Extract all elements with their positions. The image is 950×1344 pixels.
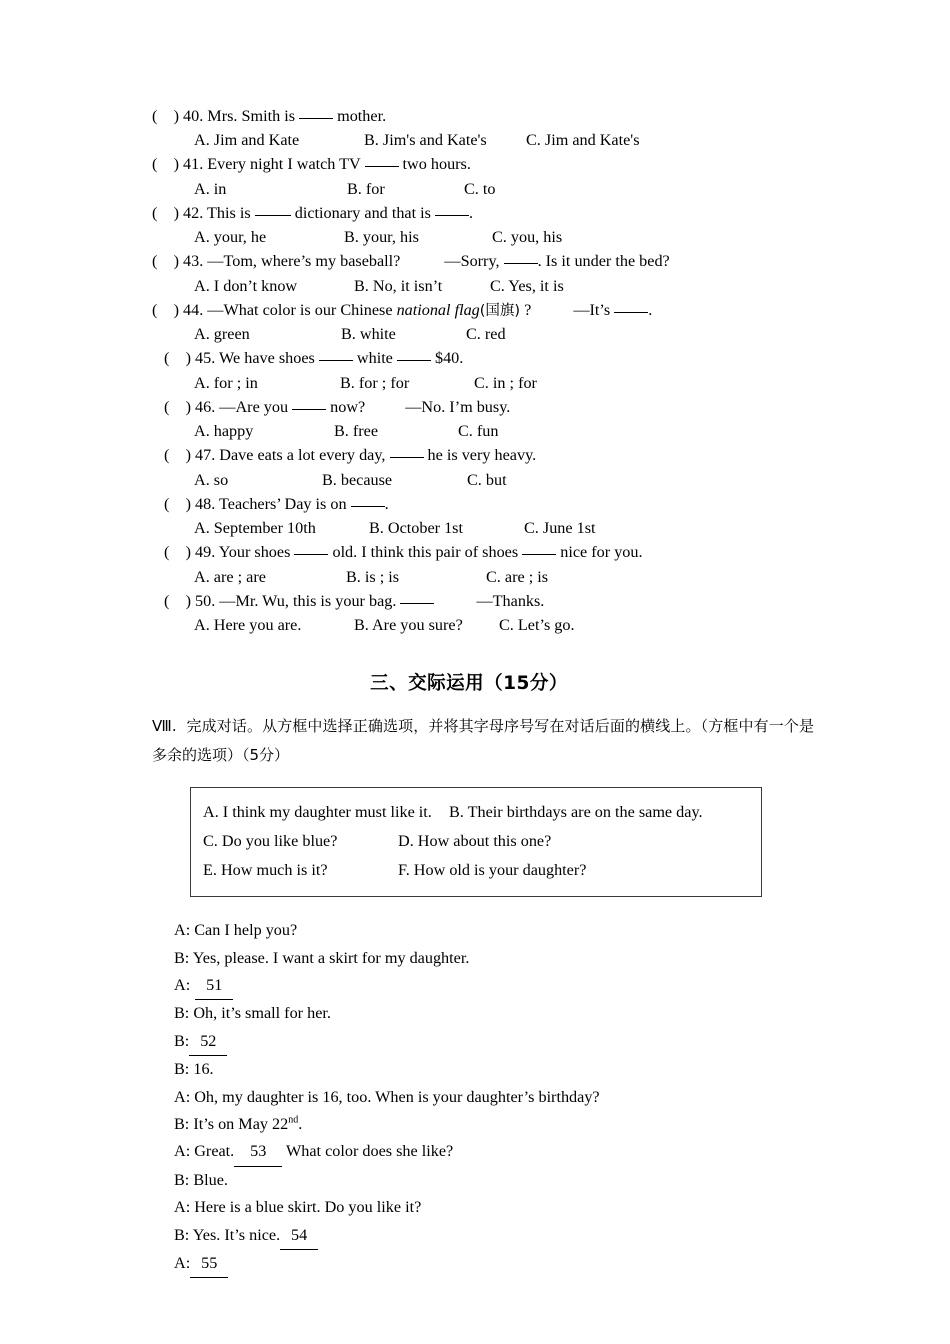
option-c[interactable]: C. you, his (492, 228, 563, 247)
box-option-e[interactable]: E. How much is it? (203, 860, 328, 879)
option-row (152, 326, 810, 350)
dialogue-line (174, 1028, 810, 1056)
option-a[interactable]: A. Jim and Kate (194, 131, 300, 150)
question-40 (152, 108, 810, 156)
dialogue-line (174, 1194, 810, 1221)
stem-question-mark: ? (520, 300, 532, 319)
option-a[interactable]: A. September 10th (194, 519, 316, 538)
dialogue-line (174, 1138, 810, 1166)
option-c[interactable]: C. but (467, 470, 507, 489)
answer-blank-2 (397, 360, 431, 361)
speaker-label: B: (174, 1225, 190, 1244)
question-stem (152, 253, 810, 277)
stem-text-mid: old. I think this pair of shoes (328, 543, 523, 562)
stem-text-end: he is very heavy. (423, 446, 537, 465)
option-a[interactable]: A. I don’t know (194, 276, 298, 295)
answer-bracket[interactable]: ( ) (152, 107, 184, 125)
line-text: Yes. It’s nice. (189, 1225, 281, 1244)
option-b[interactable]: B. your, his (344, 228, 419, 247)
option-box-wrapper (152, 787, 810, 897)
speaker-label: A: (174, 1253, 191, 1272)
speaker-label: B: (174, 1060, 190, 1079)
box-option-f[interactable]: F. How old is your daughter? (398, 860, 587, 879)
option-b[interactable]: B. free (334, 422, 379, 441)
question-42 (152, 205, 810, 253)
option-b[interactable]: B. No, it isn’t (354, 276, 443, 295)
question-44 (152, 302, 810, 350)
speaker-label: B: (174, 1114, 190, 1133)
question-number: 41. (183, 155, 204, 174)
line-text: Yes, please. I want a skirt for my daughter. (189, 948, 470, 967)
option-b[interactable]: B. for ; for (340, 373, 410, 392)
answer-blank-2 (522, 554, 556, 555)
line-text: Oh, it’s small for her. (189, 1004, 331, 1023)
dialogue-line (174, 1250, 810, 1278)
answer-blank (292, 409, 326, 410)
answer-blank (614, 312, 648, 313)
answer-bracket[interactable]: ( ) (164, 543, 196, 562)
option-a[interactable]: A. so (194, 470, 229, 489)
speaker-label: A: (174, 975, 191, 994)
question-50 (152, 593, 810, 641)
option-box-row (203, 856, 761, 885)
option-b[interactable]: B. for (347, 179, 385, 198)
question-45 (152, 350, 810, 398)
option-row (152, 520, 810, 544)
stem-text-mid: white (352, 349, 397, 368)
option-c[interactable]: C. in ; for (474, 373, 537, 392)
stem-italic-term: national flag (396, 300, 480, 319)
question-number: 50. (195, 591, 216, 610)
stem-text-end: now? (326, 397, 366, 416)
line-text: Great. (190, 1142, 235, 1161)
option-row (152, 472, 810, 496)
question-48 (152, 496, 810, 544)
answer-blank (365, 166, 399, 167)
speaker-label: A: (174, 1142, 191, 1161)
question-stem (152, 156, 810, 180)
stem-text-end: mother. (333, 107, 387, 125)
stem-text-end: . (648, 300, 653, 319)
question-number: 43. (183, 252, 204, 271)
option-box-row (203, 798, 761, 827)
stem-text-end: two hours. (398, 155, 471, 174)
stem-text: Mrs. Smith is (207, 107, 300, 125)
question-stem (152, 302, 810, 326)
box-option-d[interactable]: D. How about this one? (398, 831, 552, 850)
question-stem (164, 593, 810, 617)
dialogue-line (174, 917, 810, 944)
option-row (152, 569, 810, 593)
stem-text: Your shoes (218, 543, 295, 562)
option-a[interactable]: A. your, he (194, 228, 267, 247)
option-a[interactable]: A. for ; in (194, 373, 258, 392)
dialogue-line (174, 1000, 810, 1027)
option-c[interactable]: C. June 1st (524, 519, 596, 538)
question-stem (152, 108, 810, 132)
option-a[interactable]: A. happy (194, 422, 254, 441)
option-row (152, 229, 810, 253)
question-number: 44. (183, 300, 204, 319)
question-number: 46. (195, 397, 216, 416)
question-number: 45. (195, 349, 216, 368)
stem-text: —What color is our Chinese (207, 300, 397, 319)
option-row (152, 278, 810, 302)
answer-blank-53[interactable]: 53 (234, 1138, 282, 1166)
question-stem (164, 399, 810, 423)
option-a[interactable]: A. are ; are (194, 567, 266, 586)
dialogue-list (152, 917, 810, 1278)
line-text: Here is a blue skirt. Do you like it? (190, 1198, 422, 1217)
question-stem (164, 496, 810, 520)
option-c[interactable]: C. to (464, 179, 496, 198)
stem-text: Dave eats a lot every day, (219, 446, 390, 465)
stem-text: We have shoes (219, 349, 319, 368)
stem-text-end: . (384, 494, 389, 513)
option-c[interactable]: C. Jim and Kate's (526, 131, 640, 150)
answer-blank (294, 554, 328, 555)
option-c[interactable]: C. Let’s go. (499, 616, 575, 635)
instruction-paragraph (152, 712, 814, 770)
stem-text-reply: —No. I’m busy. (405, 397, 511, 416)
stem-text-end: . (469, 203, 474, 222)
stem-chinese-gloss: (国旗) (479, 302, 521, 319)
option-row (152, 375, 810, 399)
answer-bracket[interactable]: ( ) (152, 155, 184, 174)
stem-text: —Tom, where’s my baseball? (207, 252, 401, 271)
speaker-label: B: (174, 948, 190, 967)
answer-bracket[interactable]: ( ) (164, 494, 196, 513)
question-49 (152, 544, 810, 592)
line-text-end: What color does she like? (282, 1142, 454, 1161)
question-number: 40. (183, 107, 204, 125)
stem-text: —Mr. Wu, this is your bag. (219, 591, 401, 610)
answer-blank (400, 603, 434, 604)
speaker-label: B: (174, 1031, 190, 1050)
option-b[interactable]: B. Are you sure? (354, 616, 463, 635)
question-stem (164, 447, 810, 471)
answer-blank-52[interactable]: 52 (189, 1028, 227, 1056)
line-text: Can I help you? (190, 921, 298, 940)
multiple-choice-list (152, 108, 810, 641)
option-a[interactable]: A. green (194, 325, 250, 344)
instruction-numeral: Ⅷ. (152, 717, 177, 736)
line-text-end: . (298, 1114, 303, 1133)
option-box (190, 787, 762, 897)
question-46 (152, 399, 810, 447)
answer-blank-51[interactable]: 51 (195, 972, 233, 1000)
line-text: Oh, my daughter is 16, too. When is your daughter’s birthday? (190, 1087, 600, 1106)
question-number: 48. (195, 494, 216, 513)
question-stem (152, 205, 810, 229)
option-row (152, 617, 810, 641)
option-b[interactable]: B. white (341, 325, 396, 344)
question-number: 47. (195, 446, 216, 465)
option-row (152, 423, 810, 447)
stem-text-end: $40. (430, 349, 464, 368)
box-option-b[interactable]: B. Their birthdays are on the same day. (449, 803, 703, 822)
option-c[interactable]: C. Yes, it is (490, 276, 564, 295)
option-c[interactable]: C. fun (458, 422, 499, 441)
option-a[interactable]: A. in (194, 179, 227, 198)
answer-blank (255, 215, 291, 216)
stem-text: Teachers’ Day is on (219, 494, 351, 513)
answer-blank-2 (435, 215, 469, 216)
answer-bracket[interactable]: ( ) (164, 349, 196, 368)
speaker-label: A: (174, 1198, 191, 1217)
answer-bracket[interactable]: ( ) (164, 591, 196, 610)
speaker-label: B: (174, 1004, 190, 1023)
dialogue-line (174, 1111, 810, 1138)
question-47 (152, 447, 810, 495)
answer-bracket[interactable]: ( ) (164, 446, 196, 465)
speaker-label: A: (174, 921, 191, 940)
stem-text-end: . Is it under the bed? (537, 252, 670, 271)
answer-blank-54[interactable]: 54 (280, 1222, 318, 1250)
instruction-text: 完成对话。从方框中选择正确选项，并将其字母序号写在对话后面的横线上。（方框中有一个是多余的选项）（5分） (152, 717, 814, 765)
dialogue-line (174, 1222, 810, 1250)
stem-text: —Are you (219, 397, 293, 416)
question-number: 49. (195, 543, 216, 562)
dialogue-line (174, 1056, 810, 1083)
box-option-a[interactable]: A. I think my daughter must like it. (203, 803, 432, 822)
dialogue-line (174, 1084, 810, 1111)
option-b[interactable]: B. because (322, 470, 393, 489)
question-stem (164, 544, 810, 568)
line-text: It’s on May 22 (189, 1114, 289, 1133)
dialogue-line (174, 972, 810, 1000)
answer-bracket[interactable]: ( ) (152, 252, 184, 271)
option-b[interactable]: B. Jim's and Kate's (364, 131, 487, 150)
ordinal-suffix: nd (288, 1114, 299, 1126)
stem-text: This is (207, 203, 255, 222)
box-option-c[interactable]: C. Do you like blue? (203, 831, 338, 850)
option-box-row (203, 827, 761, 856)
option-a[interactable]: A. Here you are. (194, 616, 302, 635)
stem-text-mid: dictionary and that is (290, 203, 435, 222)
speaker-label: B: (174, 1170, 190, 1189)
section-heading: 三、交际运用（15分） (370, 673, 568, 695)
stem-text-reply: —Thanks. (476, 591, 545, 610)
stem-text-reply: —It’s (573, 300, 615, 319)
answer-blank (504, 263, 538, 264)
answer-bracket[interactable]: ( ) (164, 397, 196, 416)
stem-text-end: nice for you. (556, 543, 643, 562)
answer-blank-55[interactable]: 55 (190, 1250, 228, 1278)
stem-text-reply: —Sorry, (444, 252, 504, 271)
answer-blank (390, 457, 424, 458)
answer-blank (351, 506, 385, 507)
stem-text: Every night I watch TV (207, 155, 365, 174)
option-b[interactable]: B. October 1st (369, 519, 463, 538)
line-text: Blue. (189, 1170, 228, 1189)
answer-bracket[interactable]: ( ) (152, 203, 184, 222)
option-c[interactable]: C. are ; is (486, 567, 549, 586)
option-c[interactable]: C. red (466, 325, 506, 344)
speaker-label: A: (174, 1087, 191, 1106)
question-number: 42. (183, 203, 204, 222)
line-text: 16. (189, 1060, 214, 1079)
answer-blank (319, 360, 353, 361)
option-b[interactable]: B. is ; is (346, 567, 400, 586)
option-row (152, 132, 810, 156)
answer-blank (299, 118, 333, 119)
question-stem (164, 350, 810, 374)
dialogue-line (174, 945, 810, 972)
answer-bracket[interactable]: ( ) (152, 300, 184, 319)
dialogue-line (174, 1167, 810, 1194)
question-41 (152, 156, 810, 204)
question-43 (152, 253, 810, 301)
option-row (152, 181, 810, 205)
